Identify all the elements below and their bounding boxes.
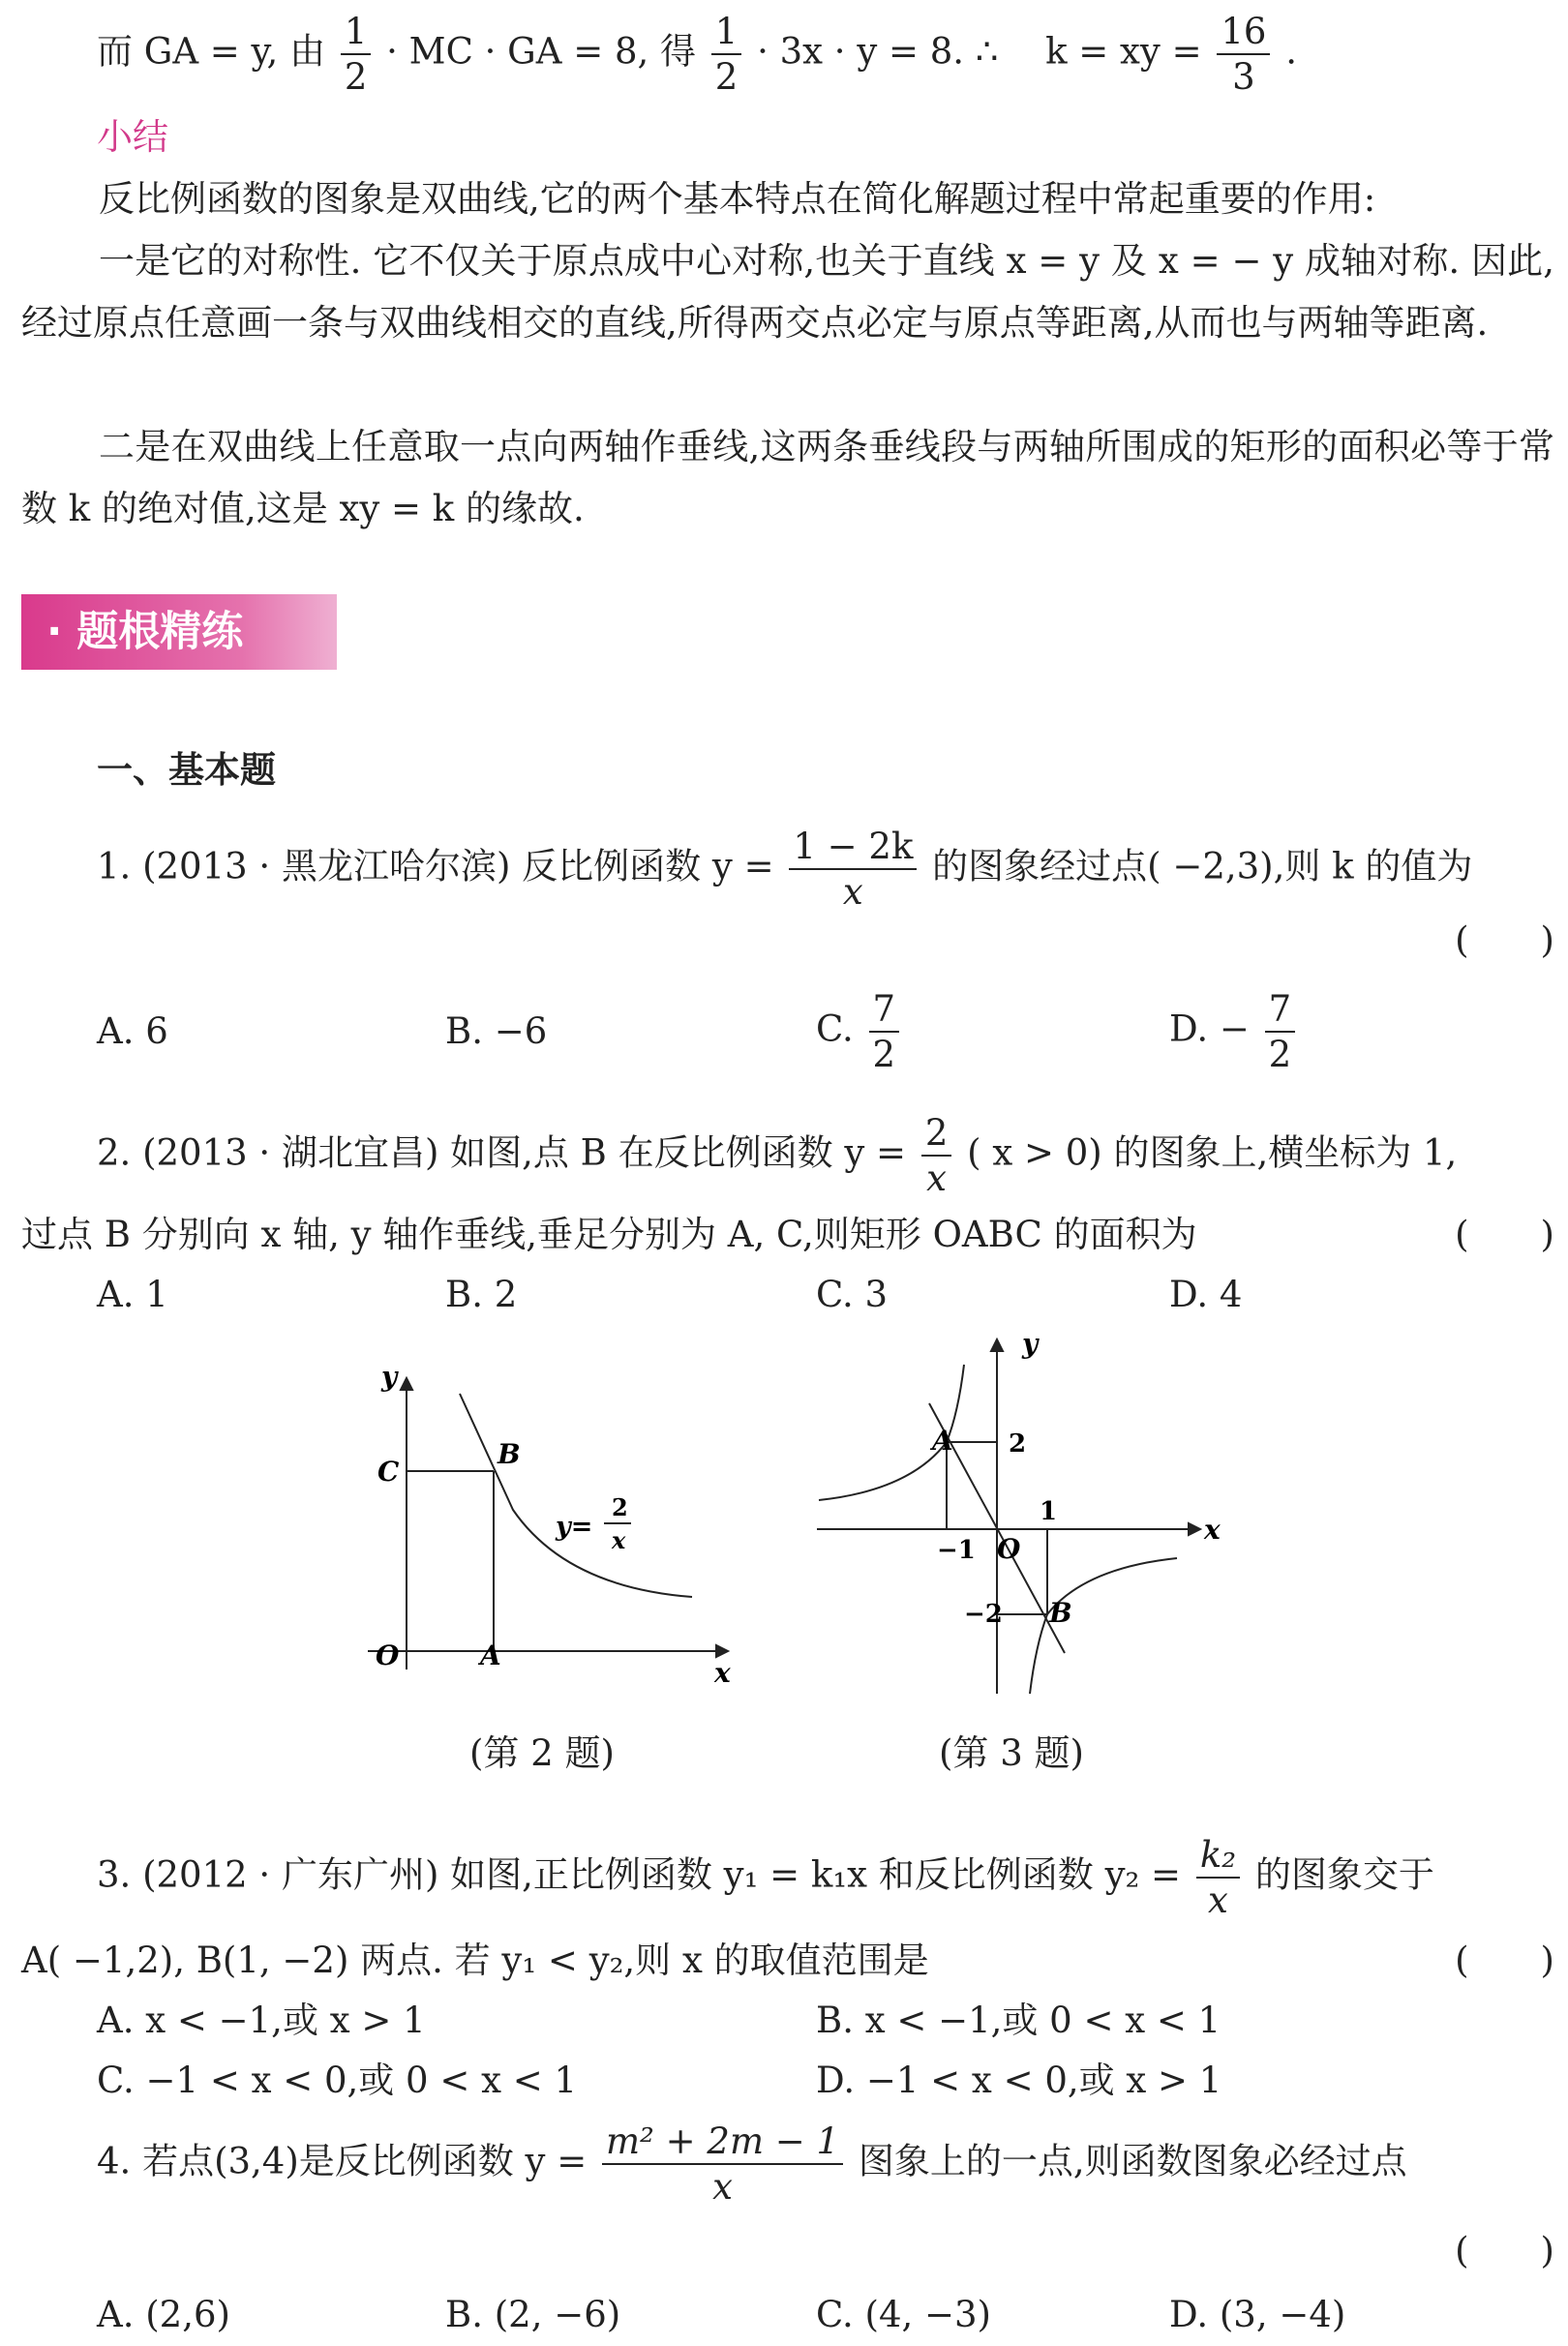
summary-paragraph-2: 一是它的对称性. 它不仅关于原点成中心对称,也关于直线 x = y 及 x = − y 成轴对称. 因此,经过原点任意画一条与双曲线相交的直线,所得两交点必定与原点等距离,从而也与两轴等距离. bbox=[21, 240, 1554, 344]
question-3-fraction: $\frac{\text{k₂}}{x}$ bbox=[1196, 1837, 1240, 1918]
figure-2-caption: (第 2 题) bbox=[469, 1732, 615, 1774]
q2-option-c[interactable]: C. 3 bbox=[816, 1274, 889, 1315]
q1-option-c-fraction: $\frac{7}{2}$ bbox=[869, 991, 900, 1072]
basic-questions-heading: 一、基本题 bbox=[97, 749, 276, 791]
point-b-label: B bbox=[1049, 1597, 1072, 1629]
origin-label: O bbox=[997, 1533, 1021, 1565]
point-a-label: A bbox=[480, 1639, 501, 1671]
q1-option-d[interactable]: D. − $\frac{7}{2}$ bbox=[1169, 991, 1299, 1072]
curve-equation-denominator: x bbox=[612, 1526, 626, 1554]
figure-3-caption: (第 3 题) bbox=[939, 1732, 1084, 1774]
q3-option-c[interactable]: C. −1 < x < 0,或 0 < x < 1 bbox=[97, 2060, 578, 2101]
question-4-fraction: $\frac{\text{m² + 2m − 1}}{x}$ bbox=[602, 2123, 843, 2205]
answer-blank-1[interactable]: ( ) bbox=[1455, 919, 1554, 961]
q4-option-d[interactable]: D. (3, −4) bbox=[1169, 2294, 1346, 2335]
answer-blank-4[interactable]: ( ) bbox=[1455, 2230, 1554, 2271]
q1-option-b[interactable]: B. −6 bbox=[445, 1010, 548, 1052]
question-1-text-b: 的图象经过点( −2,3),则 k 的值为 bbox=[932, 845, 1473, 887]
q3-option-d[interactable]: D. −1 < x < 0,或 x > 1 bbox=[816, 2060, 1222, 2101]
fraction-sixteen-thirds: $\frac{16}{3}$ bbox=[1217, 14, 1270, 95]
question-4-text-b: 图象上的一点,则函数图象必经过点 bbox=[858, 2140, 1407, 2182]
q1-option-c[interactable]: C. $\frac{7}{2}$ bbox=[816, 991, 903, 1072]
question-1-text-a: 1. (2013 · 黑龙江哈尔滨) 反比例函数 y = bbox=[97, 845, 774, 887]
question-1-fraction: $\frac{1 - 2k}{x}$ bbox=[789, 828, 917, 910]
question-3-stem-line2: A( −1,2), B(1, −2) 两点. 若 y₁ < y₂,则 x 的取值范围是 bbox=[21, 1940, 929, 1981]
x-axis-label: x bbox=[714, 1657, 731, 1684]
point-a-label: A bbox=[932, 1425, 953, 1457]
question-3-text-b: 的图象交于 bbox=[1254, 1853, 1434, 1896]
answer-blank-3[interactable]: ( ) bbox=[1455, 1940, 1554, 1981]
question-1-stem bbox=[97, 826, 1473, 913]
solution-line bbox=[97, 11, 1297, 98]
solution-text-2: · MC · GA = 8, 得 bbox=[386, 30, 697, 73]
summary-paragraph-1: 反比例函数的图象是双曲线,它的两个基本特点在简化解题过程中常起重要的作用: bbox=[99, 178, 1376, 220]
q2-option-d[interactable]: D. 4 bbox=[1169, 1274, 1243, 1315]
question-3-stem-line1 bbox=[97, 1834, 1434, 1921]
q1-option-a[interactable]: A. 6 bbox=[97, 1010, 168, 1052]
origin-label: O bbox=[376, 1639, 400, 1671]
question-4-text-a: 4. 若点(3,4)是反比例函数 y = bbox=[97, 2140, 588, 2182]
question-2-text-b: ( x > 0) 的图象上,横坐标为 1, bbox=[967, 1131, 1458, 1174]
answer-blank-2[interactable]: ( ) bbox=[1455, 1214, 1554, 1255]
q2-option-a[interactable]: A. 1 bbox=[97, 1274, 168, 1315]
curve-equation-numerator: 2 bbox=[612, 1493, 628, 1521]
solution-text-1: 而 GA = y, 由 bbox=[97, 30, 326, 73]
q4-option-c[interactable]: C. (4, −3) bbox=[816, 2294, 991, 2335]
fraction-half-1: $\frac{1}{2}$ bbox=[341, 14, 372, 95]
q4-option-b[interactable]: B. (2, −6) bbox=[445, 2294, 621, 2335]
solution-text-3: · 3x · y = 8. ∴ k = xy = bbox=[757, 30, 1202, 73]
question-2-text-a: 2. (2013 · 湖北宜昌) 如图,点 B 在反比例函数 y = bbox=[97, 1131, 907, 1174]
q4-option-a[interactable]: A. (2,6) bbox=[97, 2294, 230, 2335]
section-banner: · 题根精练 bbox=[21, 594, 337, 670]
y-axis-label: y bbox=[1022, 1328, 1039, 1360]
summary-paragraph-3: 二是在双曲线上任意取一点向两轴作垂线,这两条垂线段与两轴所围成的矩形的面积必等于常数 k 的绝对值,这是 xy = k 的缘故. bbox=[21, 426, 1554, 529]
point-c-label: C bbox=[377, 1456, 400, 1488]
tick-2-label: 2 bbox=[1009, 1429, 1027, 1459]
summary-title: 小结 bbox=[97, 116, 168, 158]
curve-equation-label: y= bbox=[556, 1512, 593, 1542]
q3-option-a[interactable]: A. x < −1,或 x > 1 bbox=[97, 2000, 426, 2041]
figure-2 bbox=[348, 1355, 755, 1684]
question-2-fraction: $\frac{2}{x}$ bbox=[921, 1115, 952, 1196]
q3-option-b[interactable]: B. x < −1,或 0 < x < 1 bbox=[816, 2000, 1221, 2041]
q1-option-d-fraction: $\frac{7}{2}$ bbox=[1265, 991, 1296, 1072]
question-2-stem-line2: 过点 B 分别向 x 轴, y 轴作垂线,垂足分别为 A, C,则矩形 OABC 的面积为 bbox=[21, 1214, 1197, 1255]
y-axis-label: y bbox=[381, 1361, 398, 1393]
q2-option-b[interactable]: B. 2 bbox=[445, 1274, 518, 1315]
question-3-text-a: 3. (2012 · 广东广州) 如图,正比例函数 y₁ = k₁x 和反比例函数 y₂ = bbox=[97, 1853, 1182, 1896]
figure-3 bbox=[803, 1326, 1229, 1713]
fraction-half-2: $\frac{1}{2}$ bbox=[711, 14, 742, 95]
tick-neg1-label: −1 bbox=[937, 1536, 976, 1565]
period: . bbox=[1285, 30, 1297, 73]
tick-1-label: 1 bbox=[1040, 1497, 1058, 1526]
question-4-stem bbox=[97, 2120, 1407, 2208]
tick-neg2-label: −2 bbox=[964, 1600, 1003, 1629]
x-axis-label: x bbox=[1204, 1514, 1221, 1546]
point-b-label: B bbox=[498, 1438, 521, 1470]
question-2-stem-line1 bbox=[97, 1112, 1458, 1199]
